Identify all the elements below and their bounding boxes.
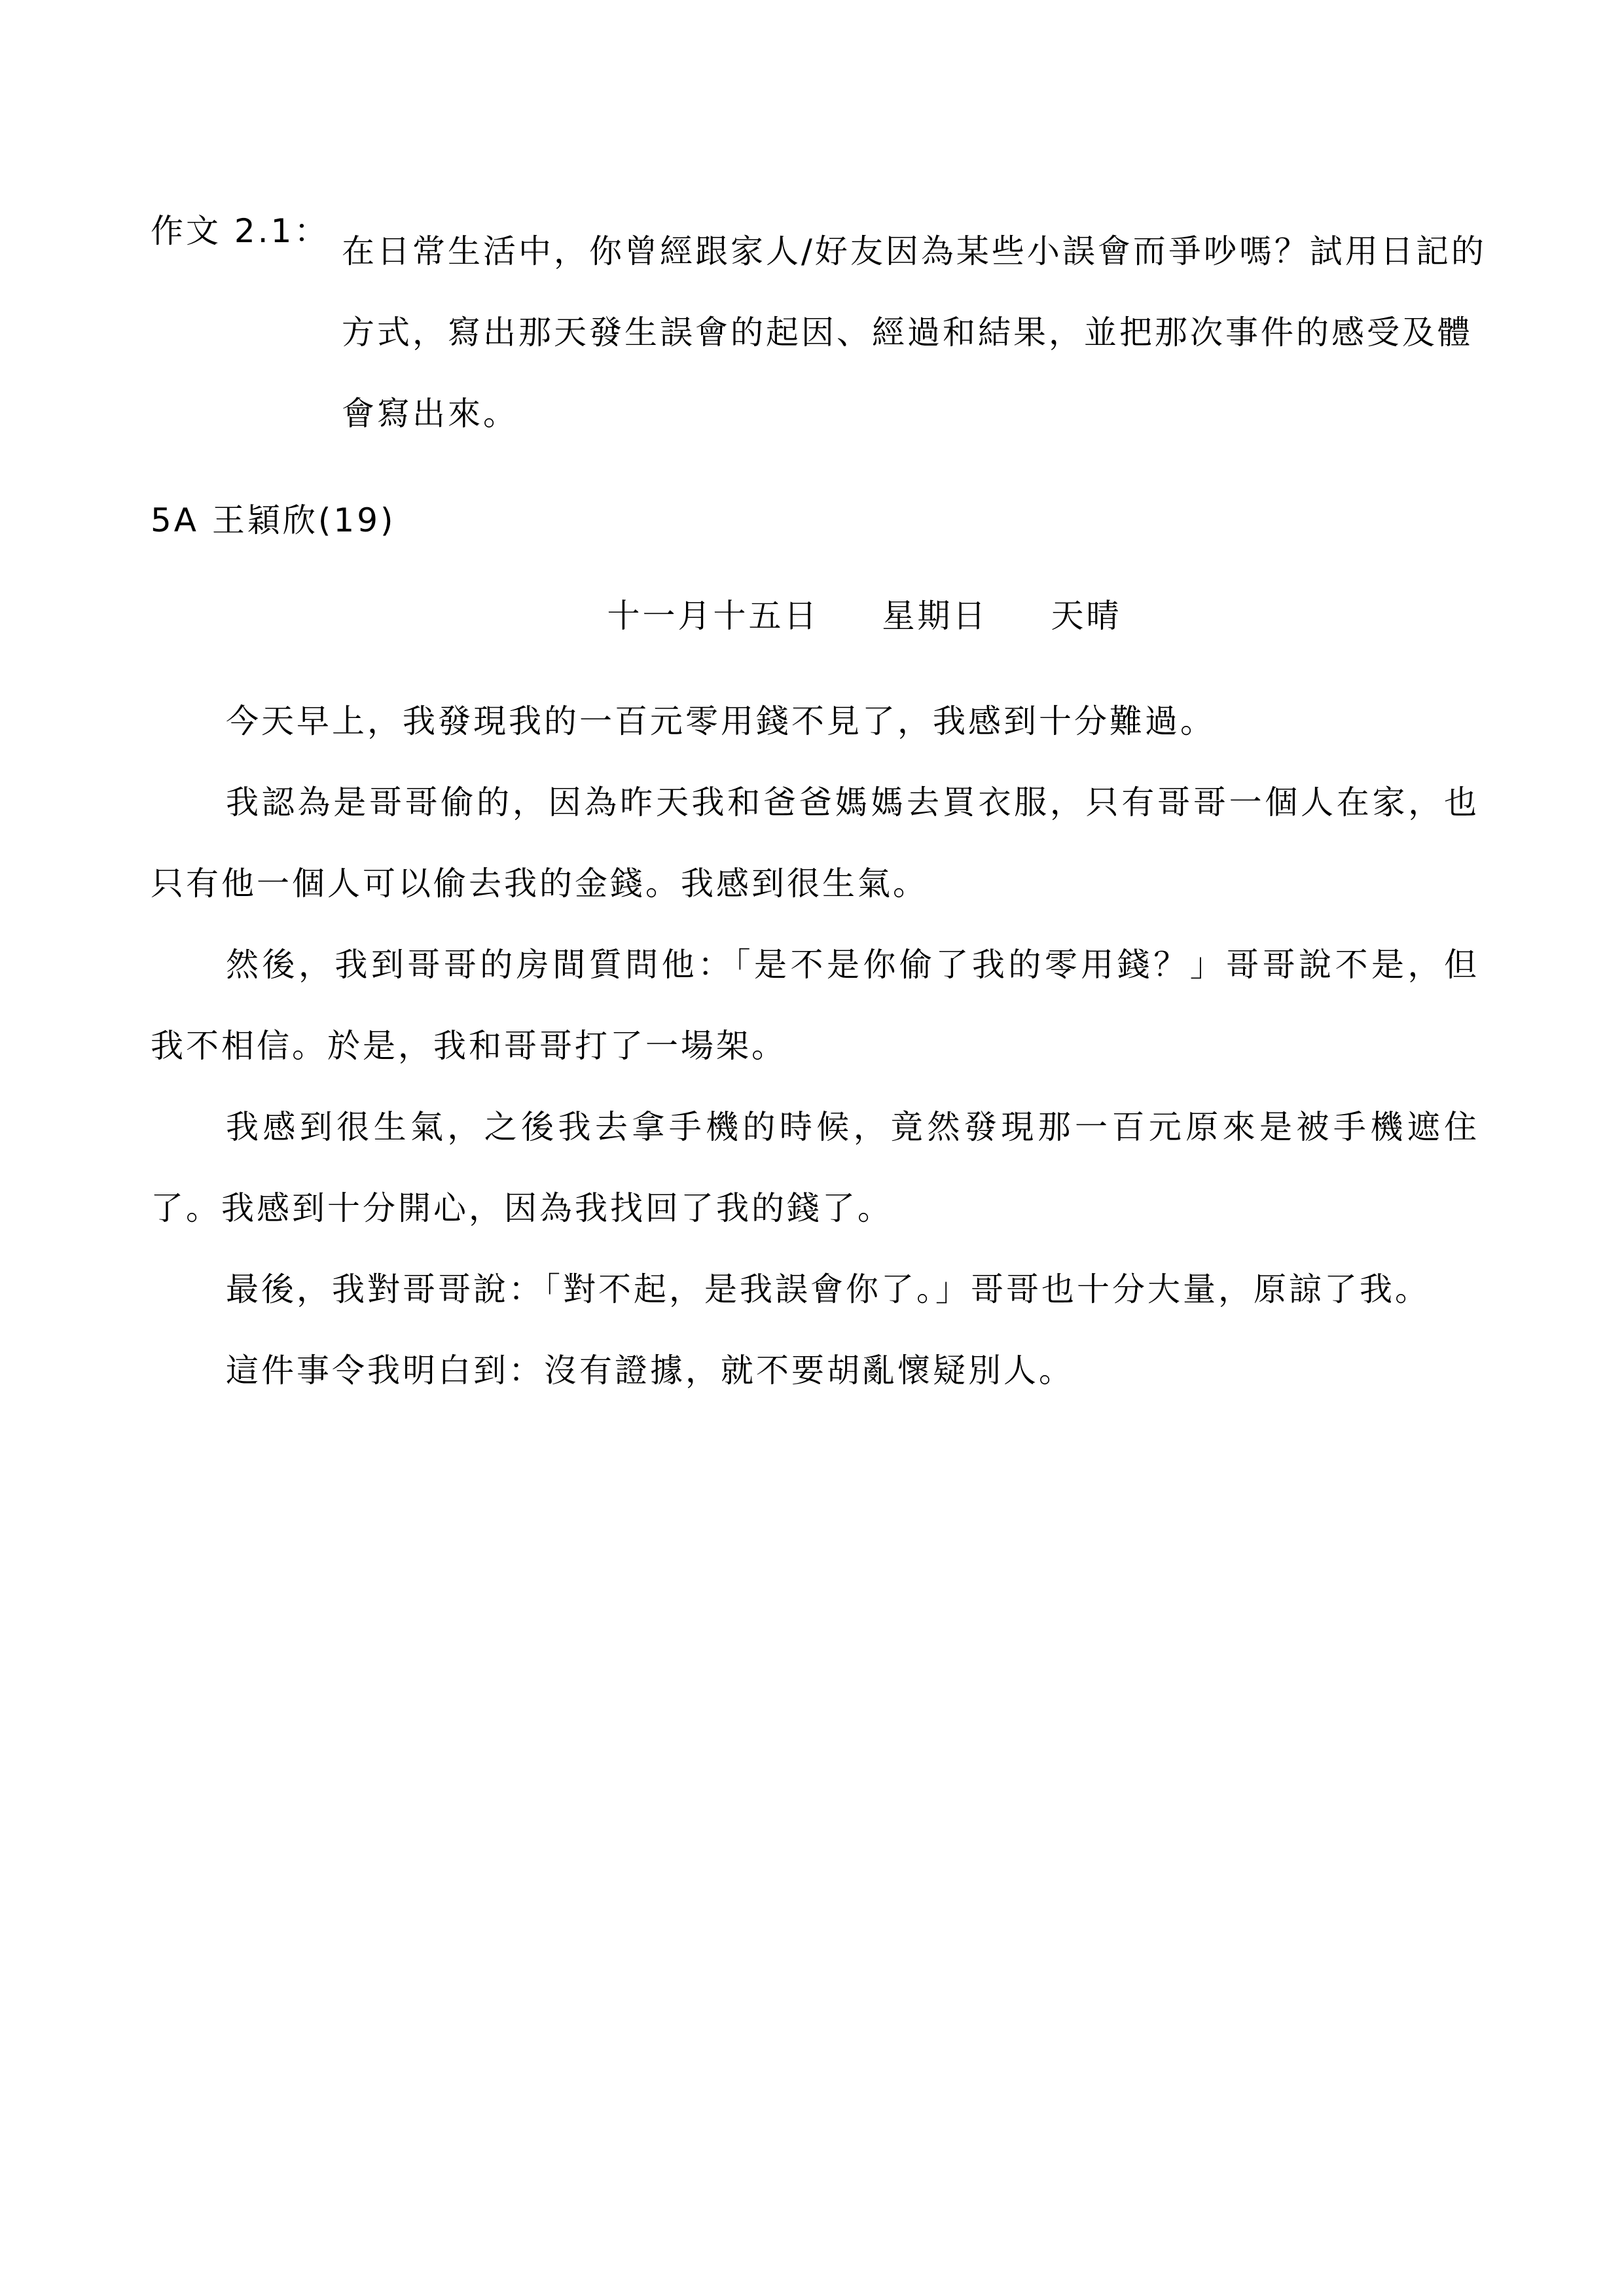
essay-paragraph: 我認為是哥哥偷的，因為昨天我和爸爸媽媽去買衣服，只有哥哥一個人在家，也只有他一個人可以偷去我的金錢。我感到很生氣。	[151, 783, 1479, 903]
essay-paragraph: 今天早上，我發現我的一百元零用錢不見了，我感到十分難過。	[226, 702, 1216, 740]
diary-weekday: 星期日	[882, 597, 988, 635]
essay-paragraph: 我感到很生氣，之後我去拿手機的時候，竟然發現那一百元原來是被手機遮住了。我感到十分開心，因為我找回了我的錢了。	[151, 1108, 1479, 1227]
diary-header	[0, 596, 1624, 636]
author-line: 5A 王穎欣(19)	[151, 501, 396, 539]
essay-paragraph: 然後，我到哥哥的房間質問他：「是不是你偷了我的零用錢？」哥哥說不是，但我不相信。於是，我和哥哥打了一場架。	[151, 946, 1479, 1065]
prompt-label: 作文 2.1：	[151, 212, 330, 250]
essay-body	[151, 681, 1479, 1411]
essay-paragraph: 最後，我對哥哥說：「對不起，是我誤會你了。」哥哥也十分大量，原諒了我。	[226, 1270, 1430, 1308]
prompt-text: 在日常生活中，你曾經跟家人/好友因為某些小誤會而爭吵嗎？試用日記的方式，寫出那天發生誤會的起因、經過和結果，並把那次事件的感受及體會寫出來。	[342, 232, 1487, 433]
diary-weather: 天晴	[1051, 597, 1122, 635]
diary-date: 十一月十五日	[607, 597, 820, 635]
essay-paragraph: 這件事令我明白到：沒有證據，就不要胡亂懷疑別人。	[226, 1352, 1074, 1390]
